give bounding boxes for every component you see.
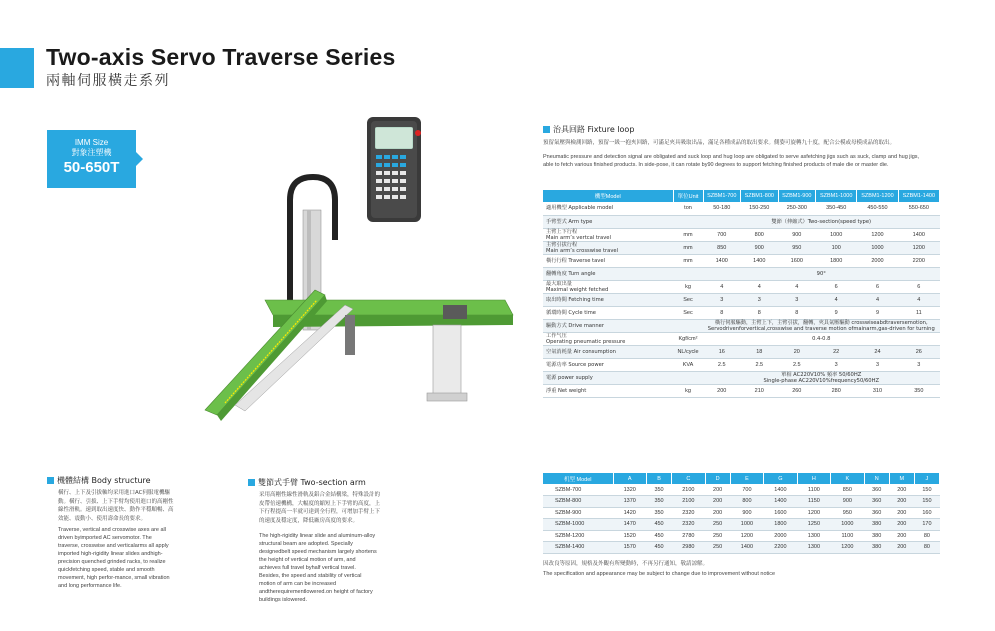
dims-value-cell: 160 [914, 507, 939, 519]
spec-row-label-line: 橫行行程 Traverse tavel [546, 257, 605, 264]
dims-value-cell: 200 [889, 507, 914, 519]
spec-value-cell: 2200 [898, 254, 939, 267]
spec-value-cell: 4 [741, 280, 779, 293]
spec-col-header: SZBM1-1400 [898, 190, 939, 202]
spec-value-cell: 4 [857, 293, 898, 306]
dims-value-cell: 450 [646, 519, 671, 531]
heading-square-icon [248, 479, 255, 486]
spec-row-label [543, 280, 673, 293]
spec-value-cell: 8 [703, 306, 741, 319]
dims-model-cell: SZBM-900 [543, 507, 613, 519]
spec-value-cell: 2.5 [741, 358, 779, 371]
text-line: andtherequirementlowered.on height of factory [259, 589, 373, 595]
text-line: achieves full travel byhalf vertical travel. [259, 565, 356, 571]
dims-value-cell: 800 [730, 496, 763, 508]
dims-value-cell: 1100 [831, 530, 864, 542]
dims-value-cell: 380 [864, 519, 889, 531]
imm-label-en: IMM Size [74, 138, 109, 147]
text-line: and long performance life. [58, 583, 122, 589]
spec-unit-cell [673, 267, 703, 280]
spec-value-cell: 800 [741, 228, 779, 241]
spec-value-cell: 200 [703, 384, 741, 397]
dims-value-cell: 200 [705, 496, 730, 508]
body-structure-heading [47, 475, 151, 486]
spec-value-cell: 6 [857, 280, 898, 293]
spec-value-cell: 1000 [857, 241, 898, 254]
dims-value-cell: 1400 [730, 542, 763, 554]
spec-unit-cell [673, 215, 703, 228]
spec-header-row [543, 190, 940, 202]
dims-value-cell: 2780 [672, 530, 705, 542]
spec-value-cell: 350 [898, 384, 939, 397]
dims-row [543, 542, 940, 554]
dims-value-cell: 1200 [730, 530, 763, 542]
spec-row-label-line: 取出時間 Fetching time [546, 296, 604, 303]
text-line: Besides, the speed and stability of vertical [259, 573, 362, 579]
fixture-loop-en-2: able to fetch various finished products. In side-pose, it can rotate by90 degrees to support fetching finished products of male die or master die. [543, 162, 889, 168]
dims-value-cell: 900 [730, 507, 763, 519]
dims-value-cell: 2000 [764, 530, 797, 542]
spec-value-cell: 1400 [741, 254, 779, 267]
dims-value-cell: 1400 [764, 484, 797, 496]
dims-value-cell: 200 [705, 507, 730, 519]
dims-value-cell: 200 [889, 530, 914, 542]
spec-span-line: Single-phase AC220V10%frequency50/60HZ [763, 377, 880, 384]
spec-value-cell: 3 [741, 293, 779, 306]
two-section-heading [248, 477, 366, 488]
spec-span-line: Servodrivenforvertical,crosswise and traverse motion ofmainarm,gas-driven for turning [707, 325, 935, 332]
spec-value-cell: 1600 [778, 254, 816, 267]
two-section-en [259, 532, 439, 604]
spec-value-cell: 210 [741, 384, 779, 397]
text-line: 橫行、上下及引拔軸均采用進口AC伺服電機驅 [58, 490, 171, 496]
body-structure-en [58, 526, 233, 590]
dims-value-cell: 2100 [672, 496, 705, 508]
spec-span-line: 90° [816, 270, 826, 277]
fixture-loop-heading-text: 治具回路 Fixture loop [553, 125, 635, 134]
dims-value-cell: 1320 [613, 484, 646, 496]
spec-row-label [543, 254, 673, 267]
spec-value-cell: 6 [816, 280, 857, 293]
dims-col-header: 机型 Model [543, 473, 613, 484]
dims-value-cell: 1300 [797, 530, 830, 542]
text-line: imported high-rigidity linear slides andhigh- [58, 551, 163, 557]
change-note-zh: 因改良等原因，規格及外觀有所變動時，不再另行通知，敬請諒解。 [543, 561, 709, 567]
spec-span-cell [703, 215, 940, 228]
spec-row [543, 228, 940, 241]
dims-value-cell: 2980 [672, 542, 705, 554]
dims-header-row [543, 473, 940, 484]
spec-row-label [543, 358, 673, 371]
spec-col-header: SZBM1-700 [703, 190, 741, 202]
spec-unit-cell: mm [673, 241, 703, 254]
dims-value-cell: 350 [646, 496, 671, 508]
text-line: 皮帶倍速機構，大幅度的縮短上下手臂的高度，上 [259, 500, 381, 507]
imm-size-badge [47, 130, 136, 188]
spec-value-cell: 1200 [898, 241, 939, 254]
dims-col-header: J [914, 473, 939, 484]
dims-value-cell: 200 [889, 519, 914, 531]
dims-value-cell: 1250 [797, 519, 830, 531]
spec-row-label-line: 循環時間 Cycle time [546, 309, 596, 316]
spec-row-label [543, 267, 673, 280]
spec-value-cell: 4 [778, 280, 816, 293]
spec-value-cell: 2.5 [778, 358, 816, 371]
spec-row-label [543, 228, 673, 241]
text-line: buildings islowered. [259, 597, 307, 603]
spec-row-label [543, 371, 673, 384]
spec-col-header: SZBM1-800 [741, 190, 779, 202]
change-note-en: The specification and appearance may be subject to change due to improvement without notice [543, 571, 776, 577]
dims-row [543, 484, 940, 496]
two-section-heading-text: 雙節式手臂 Two-section arm [258, 478, 366, 487]
spec-row [543, 319, 940, 332]
spec-value-cell: 310 [857, 384, 898, 397]
dims-value-cell: 1370 [613, 496, 646, 508]
spec-value-cell: 850 [703, 241, 741, 254]
text-line: 線性滑軌。速到取出速度快、動作平穩順暢、高 [58, 507, 174, 513]
spec-value-cell: 6 [898, 280, 939, 293]
spec-row [543, 371, 940, 384]
dims-value-cell: 1800 [764, 519, 797, 531]
spec-row-label-line: 主臂上下行程 [546, 228, 578, 235]
title-accent-bar [0, 48, 34, 88]
spec-row [543, 215, 940, 228]
spec-row [543, 358, 940, 371]
spec-value-cell: 900 [778, 228, 816, 241]
spec-row [543, 241, 940, 254]
dims-value-cell: 950 [831, 507, 864, 519]
spec-value-cell: 9 [857, 306, 898, 319]
spec-row-label-line: Maximal weight fetched [546, 286, 609, 293]
teach-pendant-image [367, 117, 421, 222]
spec-row-label-line: 工作气压 [546, 332, 567, 339]
spec-unit-cell: Kgf/cm² [673, 332, 703, 345]
spec-value-cell: 18 [741, 345, 779, 358]
spec-value-cell: 20 [778, 345, 816, 358]
text-line: motion of arm can be increased [259, 581, 337, 587]
dims-model-cell: SZBM-1400 [543, 542, 613, 554]
imm-label-zh: 對象注塑機 [71, 148, 112, 157]
two-section-zh [259, 491, 439, 525]
dims-value-cell: 1200 [831, 542, 864, 554]
spec-value-cell: 100 [816, 241, 857, 254]
text-line: Traverse, vertical and crosswise axes are all [58, 527, 167, 533]
spec-row-label-line: 主臂引拔行程 [546, 241, 578, 248]
dims-col-header: K [831, 473, 864, 484]
dims-value-cell: 150 [914, 484, 939, 496]
dims-col-header: N [864, 473, 889, 484]
spec-col-header: 單位Unit [673, 190, 703, 202]
dims-row [543, 496, 940, 508]
fixture-loop-heading [543, 124, 634, 135]
spec-row-label [543, 202, 673, 215]
fixture-loop-zh: 預留氣壓與檢測回路，預留一級一抱夾回路，可滿足夾具吸取出品，滿足各種成品的取出要求。側姿可旋轉九十度，配合公模或母模成品的取出。 [543, 140, 896, 146]
spec-row-label [543, 241, 673, 254]
spec-col-header: SZBM1-900 [778, 190, 816, 202]
dims-value-cell: 1520 [613, 530, 646, 542]
spec-row [543, 280, 940, 293]
dims-col-header: A [613, 473, 646, 484]
text-line: quickfetching speed, stable and smooth [58, 567, 155, 573]
dims-value-cell: 360 [864, 507, 889, 519]
spec-row-label-line: Operating pneumatic pressure [546, 338, 626, 345]
spec-col-header: SZBM1-1200 [857, 190, 898, 202]
spec-value-cell: 1000 [816, 228, 857, 241]
spec-row [543, 306, 940, 319]
dims-col-header: C [672, 473, 705, 484]
dims-model-cell: SZBM-1200 [543, 530, 613, 542]
spec-row-label-line: 空氣消耗量 Air consumption [546, 348, 616, 355]
spec-value-cell: 26 [898, 345, 939, 358]
spec-value-cell: 260 [778, 384, 816, 397]
dims-value-cell: 1420 [613, 507, 646, 519]
dims-value-cell: 2100 [672, 484, 705, 496]
spec-unit-cell: Sec [673, 306, 703, 319]
dims-col-header: E [730, 473, 763, 484]
dims-value-cell: 1000 [831, 519, 864, 531]
body-structure-zh [58, 489, 233, 523]
spec-value-cell: 3 [703, 293, 741, 306]
dims-value-cell: 1100 [797, 484, 830, 496]
spec-unit-cell: mm [673, 228, 703, 241]
spec-value-cell: 1800 [816, 254, 857, 267]
dims-model-cell: SZBM-800 [543, 496, 613, 508]
spec-row [543, 202, 940, 215]
spec-value-cell: 8 [778, 306, 816, 319]
dims-value-cell: 900 [831, 496, 864, 508]
dims-value-cell: 250 [705, 519, 730, 531]
spec-value-cell: 4 [703, 280, 741, 293]
spec-row-label-line: 電源 power supply [546, 374, 593, 381]
dims-value-cell: 850 [831, 484, 864, 496]
spec-unit-cell [673, 319, 703, 332]
dims-value-cell: 360 [864, 484, 889, 496]
dims-value-cell: 200 [889, 496, 914, 508]
dims-value-cell: 150 [914, 496, 939, 508]
spec-span-line: 雙節（伸縮式）Two-section(speed type) [771, 218, 872, 225]
spec-span-cell [703, 319, 940, 332]
dims-value-cell: 1150 [797, 496, 830, 508]
spec-unit-cell [673, 371, 703, 384]
spec-value-cell: 3 [857, 358, 898, 371]
dims-col-header: D [705, 473, 730, 484]
dims-value-cell: 80 [914, 542, 939, 554]
spec-value-cell: 280 [816, 384, 857, 397]
imm-range: 50-650T [63, 159, 120, 176]
dims-col-header: B [646, 473, 671, 484]
dims-value-cell: 380 [864, 542, 889, 554]
spec-value-cell: 2.5 [703, 358, 741, 371]
spec-value-cell: 250-300 [778, 202, 816, 215]
dims-value-cell: 250 [705, 530, 730, 542]
spec-span-cell [703, 267, 940, 280]
spec-value-cell: 24 [857, 345, 898, 358]
dims-value-cell: 1200 [797, 507, 830, 519]
spec-value-cell: 8 [741, 306, 779, 319]
dims-row [543, 507, 940, 519]
text-line: 下行程提高一半就可達到全行程，可增加手臂上下 [259, 509, 381, 515]
dims-value-cell: 1000 [730, 519, 763, 531]
spec-unit-cell: kg [673, 280, 703, 293]
page-subtitle: 兩軸伺服橫走系列 [46, 73, 170, 89]
spec-value-cell: 900 [741, 241, 779, 254]
spec-row-label [543, 384, 673, 397]
robot-machine-image [195, 115, 520, 425]
dims-value-cell: 450 [646, 542, 671, 554]
dims-model-cell: SZBM-700 [543, 484, 613, 496]
spec-row [543, 267, 940, 280]
dims-value-cell: 360 [864, 496, 889, 508]
spec-row-label-line: 淨重 Net weight [546, 387, 587, 394]
dims-row [543, 519, 940, 531]
spec-value-cell: 450-550 [857, 202, 898, 215]
text-line: 動。橫行、引拔、上下手臂均使用進口的高剛性 [58, 498, 174, 505]
dims-model-cell: SZBM-1000 [543, 519, 613, 531]
dims-value-cell: 250 [705, 542, 730, 554]
text-line: 采用高剛性線性滑軌及鋁合金結構梁，特殊設計的 [259, 492, 381, 498]
spec-value-cell: 4 [898, 293, 939, 306]
heading-square-icon [47, 477, 54, 484]
spec-value-cell: 16 [703, 345, 741, 358]
spec-unit-cell: KVA [673, 358, 703, 371]
text-line: 的速度及穩定度，降低廠房高度的要求。 [259, 517, 359, 524]
spec-row-label [543, 345, 673, 358]
spec-value-cell: 1400 [703, 254, 741, 267]
spec-row [543, 293, 940, 306]
dims-value-cell: 350 [646, 507, 671, 519]
dims-value-cell: 200 [889, 542, 914, 554]
fixture-loop-en-1: Pneumatic pressure and detection signal are obligated and suck loop and hug loop are obligated to serve asfetching jigs such as suck, clamp and hug jigs, [543, 154, 920, 160]
spec-value-cell: 350-450 [816, 202, 857, 215]
dims-value-cell: 1400 [764, 496, 797, 508]
dims-value-cell: 380 [864, 530, 889, 542]
dims-col-header: G [764, 473, 797, 484]
dims-col-header: H [797, 473, 830, 484]
text-line: the height of vertical motion of arm, and [259, 557, 356, 563]
spec-span-cell [703, 371, 940, 384]
text-line: driven byimported AC servomotor. The [58, 535, 152, 541]
spec-row-label-line: 最大取出量 [546, 280, 572, 287]
spec-row [543, 384, 940, 397]
dims-value-cell: 200 [889, 484, 914, 496]
spec-span-cell [703, 332, 940, 345]
text-line: The high-rigidity linear slide and aluminum-alloy [259, 533, 376, 539]
body-structure-heading-text: 機體結構 Body structure [57, 476, 151, 485]
spec-value-cell: 3 [816, 358, 857, 371]
dims-row [543, 530, 940, 542]
text-line: movement, high perfor-mance, small vibration [58, 575, 170, 581]
dims-value-cell: 1600 [764, 507, 797, 519]
dimension-table [543, 473, 940, 554]
spec-row-label-line: Main arm’s crosswise travel [546, 247, 619, 254]
dims-value-cell: 1570 [613, 542, 646, 554]
text-line: designedbelt speed mechanism largely shortens [259, 549, 377, 555]
spec-row-label [543, 319, 673, 332]
spec-value-cell: 4 [816, 293, 857, 306]
spec-row [543, 254, 940, 267]
spec-value-cell: 1200 [857, 228, 898, 241]
spec-value-cell: 150-250 [741, 202, 779, 215]
dims-value-cell: 200 [705, 484, 730, 496]
spec-value-cell: 3 [778, 293, 816, 306]
spec-span-line: 橫行伺服驅動，主臂上下，主臂引拔，翻轉，夾具氣壓驅動 crosswiseabdtraversemotion, [714, 319, 928, 326]
spec-value-cell: 1400 [898, 228, 939, 241]
spec-col-header: 機型Model [543, 190, 673, 202]
imm-badge-pointer [136, 152, 143, 166]
spec-row-label-line: 適用機型 Applicable model [546, 205, 614, 212]
spec-row-label-line: Main arm’s vertcal travel [546, 234, 611, 241]
dims-value-cell: 1470 [613, 519, 646, 531]
spec-value-cell: 3 [898, 358, 939, 371]
spec-row [543, 345, 940, 358]
dims-value-cell: 80 [914, 530, 939, 542]
spec-unit-cell: ton [673, 202, 703, 215]
dims-value-cell: 700 [730, 484, 763, 496]
spec-row-label-line: 驅動方式 Drive manner [546, 322, 605, 329]
dims-value-cell: 170 [914, 519, 939, 531]
spec-row-label [543, 306, 673, 319]
spec-value-cell: 2000 [857, 254, 898, 267]
spec-unit-cell: Sec [673, 293, 703, 306]
dims-col-header: M [889, 473, 914, 484]
spec-unit-cell: NL/cycle [673, 345, 703, 358]
dims-value-cell: 1300 [797, 542, 830, 554]
spec-value-cell: 950 [778, 241, 816, 254]
spec-value-cell: 700 [703, 228, 741, 241]
spec-value-cell: 22 [816, 345, 857, 358]
spec-value-cell: 11 [898, 306, 939, 319]
text-line: 效能、震動小、使用壽命長的要求。 [58, 515, 147, 522]
spec-row [543, 332, 940, 345]
spec-span-line: 0.4-0.8 [812, 335, 831, 342]
text-line: precision quenched grinded racks, to realize [58, 559, 166, 565]
spec-table [543, 190, 940, 398]
spec-row-label [543, 293, 673, 306]
heading-square-icon [543, 126, 550, 133]
spec-unit-cell: mm [673, 254, 703, 267]
page-title: Two-axis Servo Traverse Series [46, 44, 396, 70]
text-line: traverse, crosswise and verticalarms all apply [58, 543, 169, 549]
spec-value-cell: 50-180 [703, 202, 741, 215]
spec-span-line: 單相 AC220V10% 頻率 50/60HZ [781, 371, 862, 378]
spec-row-label [543, 332, 673, 345]
dims-value-cell: 2320 [672, 519, 705, 531]
spec-row-label-line: 電源功率 Source power [546, 361, 604, 368]
dims-value-cell: 2320 [672, 507, 705, 519]
spec-row-label-line: 手臂型式 Arm type [546, 218, 593, 225]
spec-value-cell: 550-650 [898, 202, 939, 215]
spec-unit-cell: kg [673, 384, 703, 397]
spec-value-cell: 9 [816, 306, 857, 319]
spec-row-label-line: 翻轉角度 Turn angle [546, 270, 596, 277]
dims-value-cell: 2200 [764, 542, 797, 554]
dims-value-cell: 350 [646, 484, 671, 496]
dims-value-cell: 450 [646, 530, 671, 542]
text-line: structural beam are adopted. Specially [259, 541, 353, 547]
spec-row-label [543, 215, 673, 228]
spec-col-header: SZBM1-1000 [816, 190, 857, 202]
